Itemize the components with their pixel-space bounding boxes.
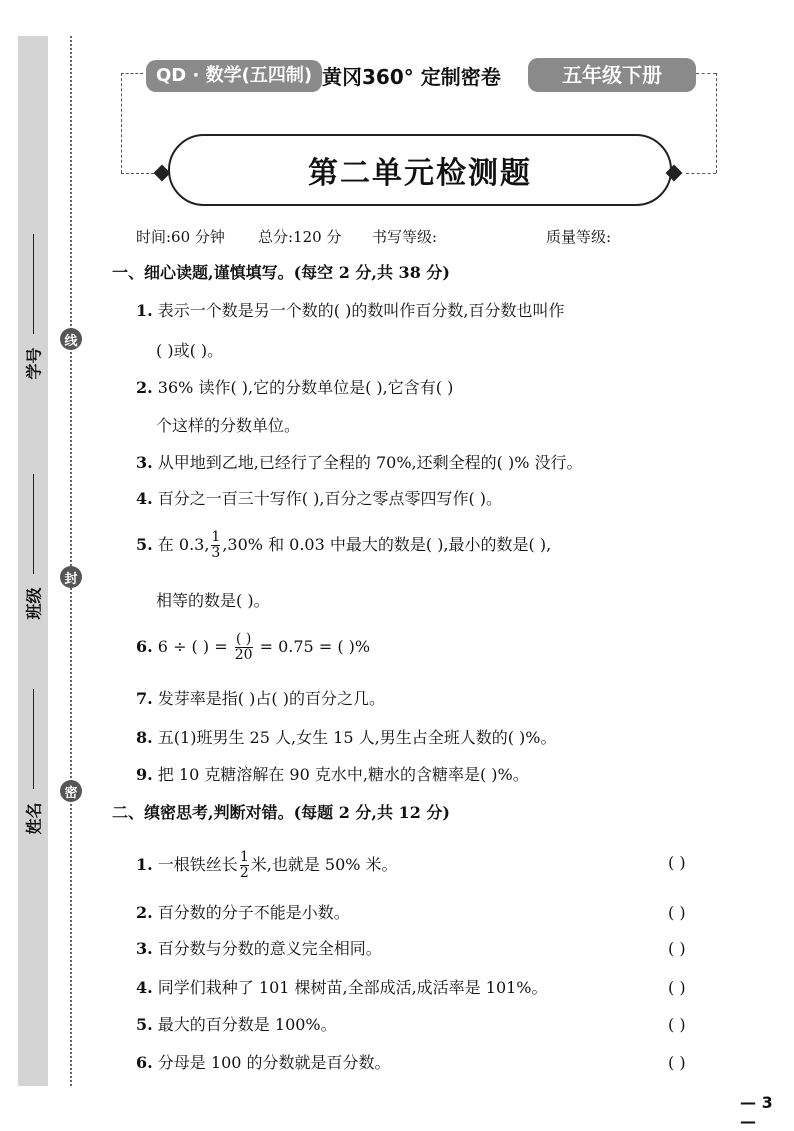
header-frame [121, 73, 143, 74]
judge-item-4[interactable] [136, 977, 548, 999]
question-2-cont[interactable] [156, 415, 300, 437]
header-frame [716, 73, 717, 173]
page-number: — 3 — [740, 1093, 773, 1131]
question-text: 米,也就是 50% 米。 [250, 855, 398, 874]
answer-blank[interactable]: ( ) [668, 939, 686, 958]
seal-secret-mark: 密 [60, 780, 82, 802]
question-number: 2. [136, 378, 153, 397]
question-text: 把 10 克糖溶解在 90 克水中,糖水的含糖率是( )%。 [157, 765, 529, 784]
question-1-cont[interactable] [156, 340, 223, 362]
seal-line-mark: 线 [60, 328, 82, 350]
question-number: 4. [136, 489, 153, 508]
question-number: 8. [136, 728, 153, 747]
question-number: 5. [136, 535, 153, 554]
name-label: 姓名 [24, 802, 44, 835]
exam-title-box [168, 134, 672, 206]
question-text: ,30% 和 0.03 中最大的数是( ),最小的数是( ), [222, 535, 552, 554]
fraction-denominator: 2 [239, 865, 249, 881]
exam-total-score: 总分:120 分 [258, 228, 342, 246]
fraction-denominator: 20 [234, 647, 253, 663]
question-text: 相等的数是( )。 [156, 591, 270, 610]
class-field [15, 470, 51, 620]
student-id-underline[interactable] [33, 234, 34, 334]
question-7[interactable] [136, 688, 385, 710]
question-text: 个这样的分数单位。 [156, 416, 301, 435]
question-number: 6. [136, 1053, 153, 1072]
fraction-denominator: 3 [211, 545, 221, 561]
question-text: 同学们栽种了 101 棵树苗,全部成活,成活率是 101%。 [157, 978, 548, 997]
question-text: = 0.75 = ( )% [254, 637, 371, 656]
section2-heading: 二、缜密思考,判断对错。(每题 2 分,共 12 分) [112, 803, 450, 822]
question-number: 3. [136, 939, 153, 958]
question-number: 6. [136, 637, 153, 656]
answer-blank[interactable]: ( ) [668, 1053, 686, 1072]
answer-blank[interactable]: ( ) [668, 903, 686, 922]
question-text: 百分数与分数的意义完全相同。 [157, 939, 382, 958]
question-number: 5. [136, 1015, 153, 1034]
name-field [15, 685, 51, 835]
class-label: 班级 [24, 587, 44, 620]
question-text: 在 0.3, [157, 535, 210, 554]
section1-heading: 一、细心读题,谨慎填写。(每空 2 分,共 38 分) [112, 263, 450, 282]
question-number: 1. [136, 855, 153, 874]
series-badge: QD · 数学(五四制) [146, 60, 322, 92]
quality-grade[interactable]: 质量等级: [546, 228, 612, 246]
student-id-label: 学号 [24, 347, 44, 380]
grade-badge: 五年级下册 [528, 58, 696, 92]
question-8[interactable] [136, 727, 556, 749]
question-5[interactable] [136, 530, 551, 561]
question-text: 6 ÷ ( ) = [157, 637, 233, 656]
question-text: 百分之一百三十写作( ),百分之零点零四写作( )。 [157, 489, 503, 508]
question-text: 最大的百分数是 100%。 [157, 1015, 337, 1034]
fraction-numerator: 1 [211, 529, 221, 545]
judge-item-6[interactable] [136, 1052, 391, 1074]
question-5-cont[interactable] [156, 590, 270, 612]
cut-line [70, 36, 72, 1086]
student-id-field [15, 230, 51, 380]
question-number: 3. [136, 453, 153, 472]
brand-name: 黄冈360° 定制密卷 [322, 65, 501, 89]
question-text: 五(1)班男生 25 人,女生 15 人,男生占全班人数的( )%。 [157, 728, 557, 747]
question-1[interactable] [136, 300, 564, 322]
class-underline[interactable] [33, 474, 34, 574]
question-text: 百分数的分子不能是小数。 [157, 903, 350, 922]
question-number: 7. [136, 689, 153, 708]
question-text: 表示一个数是另一个数的( )的数叫作百分数,百分数也叫作 [157, 301, 565, 320]
question-2[interactable] [136, 377, 453, 399]
judge-item-1[interactable] [136, 850, 398, 881]
question-number: 4. [136, 978, 153, 997]
question-number: 1. [136, 301, 153, 320]
header-frame [121, 73, 122, 173]
header-frame [696, 73, 716, 74]
seal-seal-mark: 封 [60, 566, 82, 588]
question-text: 36% 读作( ),它的分数单位是( ),它含有( ) [157, 378, 454, 397]
question-number: 9. [136, 765, 153, 784]
fraction [211, 530, 220, 561]
question-9[interactable] [136, 764, 529, 786]
fraction [235, 632, 253, 663]
question-number: 2. [136, 903, 153, 922]
fraction-numerator: ( ) [235, 631, 252, 647]
answer-blank[interactable]: ( ) [668, 853, 686, 872]
header-frame [686, 173, 716, 174]
judge-item-2[interactable] [136, 902, 350, 924]
question-text: ( )或( )。 [156, 341, 224, 360]
writing-grade[interactable]: 书写等级: [372, 228, 438, 246]
name-underline[interactable] [33, 689, 34, 789]
question-4[interactable] [136, 488, 502, 510]
fraction-numerator: 1 [239, 849, 249, 865]
exam-time: 时间:60 分钟 [136, 228, 225, 246]
judge-item-3[interactable] [136, 938, 382, 960]
exam-title: 第二单元检测题 [308, 156, 532, 191]
judge-item-5[interactable] [136, 1014, 337, 1036]
question-text: 分母是 100 的分数就是百分数。 [157, 1053, 391, 1072]
question-6[interactable] [136, 632, 370, 663]
fraction [240, 850, 249, 881]
answer-blank[interactable]: ( ) [668, 978, 686, 997]
answer-blank[interactable]: ( ) [668, 1015, 686, 1034]
question-3[interactable] [136, 452, 582, 474]
question-text: 发芽率是指( )占( )的百分之几。 [157, 689, 385, 708]
question-text: 从甲地到乙地,已经行了全程的 70%,还剩全程的( )% 没行。 [157, 453, 583, 472]
question-text: 一根铁丝长 [157, 855, 238, 874]
